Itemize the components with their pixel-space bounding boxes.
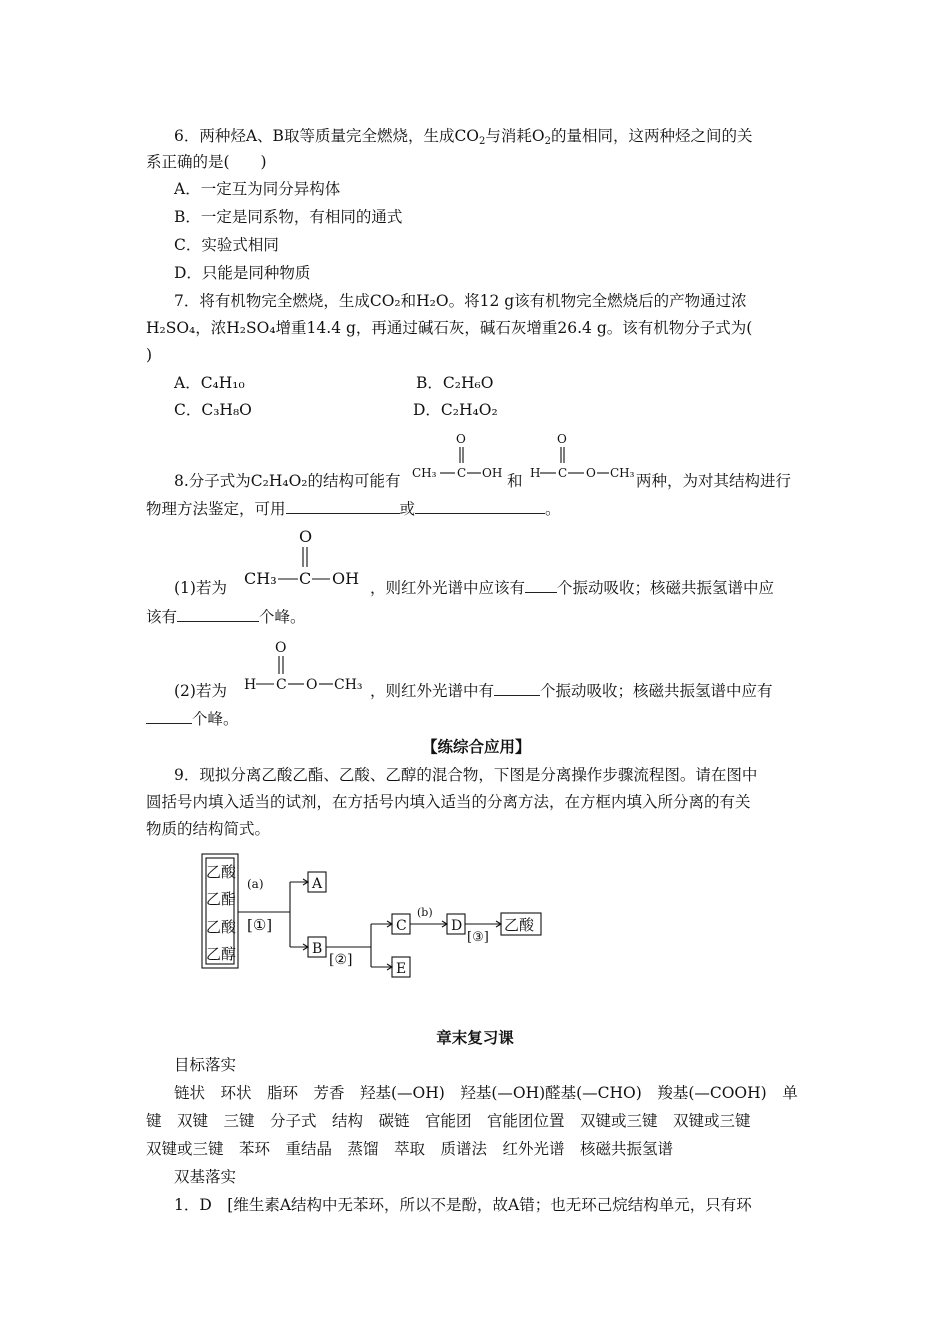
q7-line3: ): [146, 346, 153, 364]
box-c-label: C: [396, 918, 407, 934]
box-d-label: D: [451, 918, 463, 934]
atom-label: H: [244, 677, 257, 693]
method-2-label[interactable]: [②]: [329, 952, 353, 968]
q7-option-c: C．C₃H₈O: [174, 401, 252, 419]
atom-label: CH₃: [412, 466, 437, 480]
q7-option-d: D．C₂H₄O₂: [413, 401, 498, 419]
q8-and: 和: [507, 472, 523, 490]
box-b-label: B: [312, 941, 323, 957]
review-line-2: 键 双键 三键 分子式 结构 碳链 官能团 官能团位置 双键或三键 双键或三键: [146, 1112, 751, 1130]
mixture-item: 乙酯: [206, 890, 237, 908]
reagent-b-label[interactable]: (b): [417, 906, 433, 919]
atom-label: CH₃: [244, 569, 277, 588]
atom-label: O: [299, 527, 313, 546]
q8-sub2-text: ，则红外光谱中有 个振动吸收；核磁共振氢谱中应有: [370, 682, 773, 700]
q8-sub2-label: (2)若为: [174, 682, 227, 700]
answer-blank[interactable]: [415, 499, 545, 514]
atom-label: OH: [482, 466, 503, 480]
q6-option-a: A．一定互为同分异构体: [174, 180, 341, 198]
atom-label: C: [457, 466, 467, 480]
atom-label: O: [306, 677, 318, 693]
atom-label: H: [530, 466, 541, 480]
q8-tail: 两种，为对其结构进行: [636, 472, 792, 490]
answer-blank[interactable]: [286, 499, 400, 514]
acetic-acid-structure-small: [412, 430, 508, 490]
mixture-item: 乙酸: [206, 918, 237, 936]
q7-line2: H₂SO₄，浓H₂SO₄增重14.4 g，再通过碱石灰，碱石灰增重26.4 g。该有机物分子式为(: [146, 319, 753, 337]
q7-option-b: B．C₂H₆O: [416, 374, 494, 392]
answer-blank[interactable]: [494, 681, 540, 696]
atom-label: O: [456, 432, 466, 446]
reagent-a-label[interactable]: (a): [247, 877, 264, 891]
q6-option-d: D．只能是同种物质: [174, 264, 311, 282]
atom-label: OH: [332, 569, 360, 588]
q7-line1: 7．将有机物完全燃烧，生成CO₂和H₂O。将12 g该有机物完全燃烧后的产物通过浓: [174, 292, 747, 310]
q9-line2: 圆括号内填入适当的试剂，在方括号内填入适当的分离方法，在方框内填入所分离的有关: [146, 793, 751, 811]
method-1-label[interactable]: [①]: [247, 916, 273, 934]
q6-option-b: B．一定是同系物，有相同的通式: [174, 208, 403, 226]
review-heading-2: 双基落实: [174, 1168, 237, 1186]
atom-label: C: [276, 677, 287, 693]
q8-sub2-line2: 个峰。: [146, 709, 239, 729]
review-line-3: 双键或三键 苯环 重结晶 蒸馏 萃取 质谱法 红外光谱 核磁共振氢谱: [146, 1140, 674, 1158]
mixture-item: 乙醇: [206, 945, 237, 963]
separation-flowchart: [195, 852, 555, 982]
acetic-acid-structure-large: [240, 525, 370, 595]
q6-line2: 系正确的是( ): [146, 153, 267, 171]
review-title: 章末复习课: [436, 1028, 514, 1047]
q9-line1: 9．现拟分离乙酸乙酯、乙酸、乙醇的混合物，下图是分离操作步骤流程图。请在图中: [174, 766, 758, 784]
review-heading-1: 目标落实: [174, 1056, 237, 1074]
review-answer-1: 1．D [维生素A结构中无苯环，所以不是酚，故A错；也无环己烷结构单元，只有环: [174, 1196, 752, 1214]
atom-label: O: [557, 432, 567, 446]
q6-option-c: C．实验式相同: [174, 236, 279, 254]
atom-label: CH₃: [610, 466, 635, 480]
answer-blank[interactable]: [525, 578, 557, 593]
q8-line2: 物理方法鉴定，可用 或 。: [146, 500, 561, 518]
methyl-formate-structure-large: [242, 636, 370, 700]
product-label: 乙酸: [504, 916, 535, 934]
atom-label: C: [299, 569, 312, 588]
box-e-label: E: [396, 961, 407, 977]
q6-line1: 6．两种烃A、B取等质量完全燃烧，生成$CO_2$与消耗$O_2$的量相同，这两种烃之间的关: [174, 127, 753, 147]
methyl-formate-structure-small: [528, 430, 635, 490]
q8-sub1-line2: 该有 个峰。: [146, 608, 306, 626]
atom-label: O: [586, 466, 596, 480]
answer-blank[interactable]: [177, 607, 259, 622]
q8-sub1-text: ，则红外光谱中应该有 个振动吸收；核磁共振氢谱中应: [370, 579, 775, 597]
atom-label: CH₃: [334, 677, 363, 693]
box-a-label: A: [312, 876, 323, 892]
mixture-item: 乙酸: [206, 863, 237, 881]
atom-label: C: [558, 466, 568, 480]
q8-intro: 8.分子式为C₂H₄O₂的结构可能有: [174, 472, 401, 490]
atom-label: O: [275, 640, 287, 656]
q7-option-a: A．C₄H₁₀: [174, 374, 245, 392]
q9-line3: 物质的结构简式。: [146, 820, 271, 838]
section-heading: 【练综合应用】: [422, 737, 531, 756]
q8-sub1-label: (1)若为: [174, 579, 227, 597]
method-3-label[interactable]: [③]: [467, 930, 489, 945]
answer-blank[interactable]: [146, 709, 192, 724]
review-line-1: 链状 环状 脂环 芳香 羟基(—OH) 羟基(—OH)醛基(—CHO) 羧基(—COOH) 单: [174, 1084, 798, 1102]
